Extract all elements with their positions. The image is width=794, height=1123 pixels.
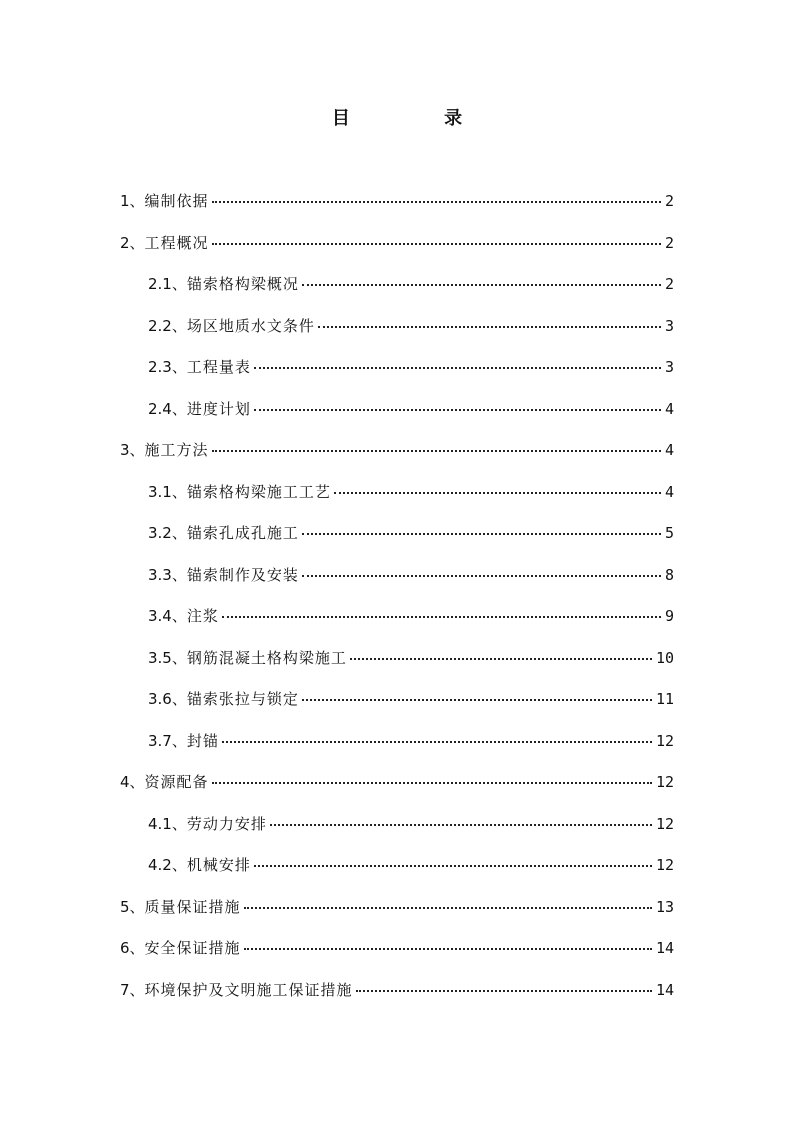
dot-leader xyxy=(356,990,652,992)
table-of-contents xyxy=(120,190,674,1020)
toc-entry[interactable] xyxy=(120,813,674,855)
toc-entry[interactable] xyxy=(120,564,674,606)
toc-entry-number: 3.1、 xyxy=(148,482,187,501)
toc-entry-page-number: 4 xyxy=(664,399,674,418)
toc-entry-label: 锚索制作及安装 xyxy=(186,565,299,584)
toc-entry-page-number: 14 xyxy=(655,939,674,957)
toc-entry-label: 施工方法 xyxy=(144,441,209,459)
dot-leader xyxy=(302,699,652,701)
dot-leader xyxy=(212,782,652,784)
dot-leader xyxy=(270,824,652,826)
toc-entry-number: 5、 xyxy=(120,897,145,916)
toc-entry-label: 钢筋混凝土格构梁施工 xyxy=(186,648,347,667)
toc-entry-number: 4、 xyxy=(120,773,145,791)
toc-entry[interactable] xyxy=(120,937,674,979)
toc-entry[interactable] xyxy=(120,771,674,813)
toc-entry-label: 注浆 xyxy=(186,607,219,625)
toc-entry[interactable] xyxy=(120,647,674,689)
toc-entry-label: 封锚 xyxy=(186,731,219,750)
toc-entry-page-number: 5 xyxy=(664,524,674,542)
toc-entry-number: 4.1、 xyxy=(148,814,187,833)
dot-leader xyxy=(302,575,661,577)
toc-entry-page-number: 3 xyxy=(664,316,674,335)
toc-title: 目 录 xyxy=(331,108,507,129)
toc-entry-page-number: 12 xyxy=(655,731,674,750)
toc-entry-page-number: 12 xyxy=(655,856,674,874)
toc-entry[interactable] xyxy=(120,232,674,274)
toc-entry-label: 工程量表 xyxy=(186,358,251,376)
toc-entry[interactable] xyxy=(120,356,674,398)
toc-entry-label: 场区地质水文条件 xyxy=(186,316,315,335)
toc-entry-page-number: 4 xyxy=(664,441,674,459)
toc-entry-page-number: 10 xyxy=(655,648,674,667)
toc-entry[interactable] xyxy=(120,398,674,440)
toc-entry-label: 资源配备 xyxy=(144,773,209,791)
toc-entry-number: 3.7、 xyxy=(148,731,187,750)
toc-entry-page-number: 8 xyxy=(664,565,674,584)
toc-entry[interactable] xyxy=(120,688,674,730)
toc-entry-number: 3、 xyxy=(120,441,145,459)
toc-entry-label: 机械安排 xyxy=(186,856,251,874)
toc-entry-page-number: 11 xyxy=(655,690,674,708)
toc-entry[interactable] xyxy=(120,315,674,357)
toc-entry-page-number: 13 xyxy=(655,897,674,916)
dot-leader xyxy=(212,243,661,245)
toc-entry-label: 锚索格构梁概况 xyxy=(186,275,299,293)
toc-entry-number: 3.2、 xyxy=(148,524,187,542)
toc-entry[interactable] xyxy=(120,979,674,1021)
toc-entry-number: 2.1、 xyxy=(148,275,187,293)
toc-entry-label: 安全保证措施 xyxy=(144,939,241,957)
dot-leader xyxy=(254,409,661,411)
toc-entry-number: 2.2、 xyxy=(148,316,187,335)
toc-entry-number: 7、 xyxy=(120,980,145,999)
toc-entry[interactable] xyxy=(120,481,674,523)
toc-entry-number: 3.5、 xyxy=(148,648,187,667)
dot-leader xyxy=(334,492,661,494)
toc-entry[interactable] xyxy=(120,273,674,315)
toc-entry-number: 3.4、 xyxy=(148,607,187,625)
toc-entry-number: 3.3、 xyxy=(148,565,187,584)
dot-leader xyxy=(302,284,661,286)
toc-entry-label: 劳动力安排 xyxy=(186,814,267,833)
dot-leader xyxy=(254,865,652,867)
toc-entry-page-number: 12 xyxy=(655,773,674,791)
dot-leader xyxy=(212,450,661,452)
toc-entry-number: 2.3、 xyxy=(148,358,187,376)
dot-leader xyxy=(254,367,661,369)
toc-entry[interactable] xyxy=(120,605,674,647)
toc-entry[interactable] xyxy=(120,190,674,232)
dot-leader xyxy=(350,658,652,660)
toc-entry-number: 3.6、 xyxy=(148,690,187,708)
toc-entry-number: 2、 xyxy=(120,233,145,252)
toc-entry-page-number: 4 xyxy=(664,482,674,501)
toc-entry-label: 质量保证措施 xyxy=(144,897,241,916)
dot-leader xyxy=(302,533,661,535)
dot-leader xyxy=(222,741,652,743)
toc-entry-number: 6、 xyxy=(120,939,145,957)
toc-entry-label: 锚索孔成孔施工 xyxy=(186,524,299,542)
toc-entry-label: 环境保护及文明施工保证措施 xyxy=(144,980,353,999)
toc-entry-label: 锚索格构梁施工工艺 xyxy=(186,482,331,501)
toc-entry-page-number: 2 xyxy=(664,192,674,210)
dot-leader xyxy=(244,907,652,909)
toc-entry[interactable] xyxy=(120,522,674,564)
toc-entry-label: 锚索张拉与锁定 xyxy=(186,690,299,708)
toc-entry-page-number: 14 xyxy=(655,980,674,999)
toc-entry-number: 1、 xyxy=(120,192,145,210)
toc-entry-number: 4.2、 xyxy=(148,856,187,874)
toc-entry[interactable] xyxy=(120,896,674,938)
toc-entry-page-number: 9 xyxy=(664,607,674,625)
toc-entry[interactable] xyxy=(120,854,674,896)
toc-entry-page-number: 12 xyxy=(655,814,674,833)
toc-entry-label: 工程概况 xyxy=(144,233,209,252)
dot-leader xyxy=(212,201,661,203)
toc-entry-page-number: 2 xyxy=(664,233,674,252)
toc-entry[interactable] xyxy=(120,730,674,772)
toc-entry[interactable] xyxy=(120,439,674,481)
toc-entry-label: 进度计划 xyxy=(186,399,251,418)
dot-leader xyxy=(244,948,652,950)
toc-entry-page-number: 2 xyxy=(664,275,674,293)
toc-entry-label: 编制依据 xyxy=(144,192,209,210)
dot-leader xyxy=(222,616,661,618)
toc-entry-number: 2.4、 xyxy=(148,399,187,418)
toc-entry-page-number: 3 xyxy=(664,358,674,376)
dot-leader xyxy=(318,326,661,328)
